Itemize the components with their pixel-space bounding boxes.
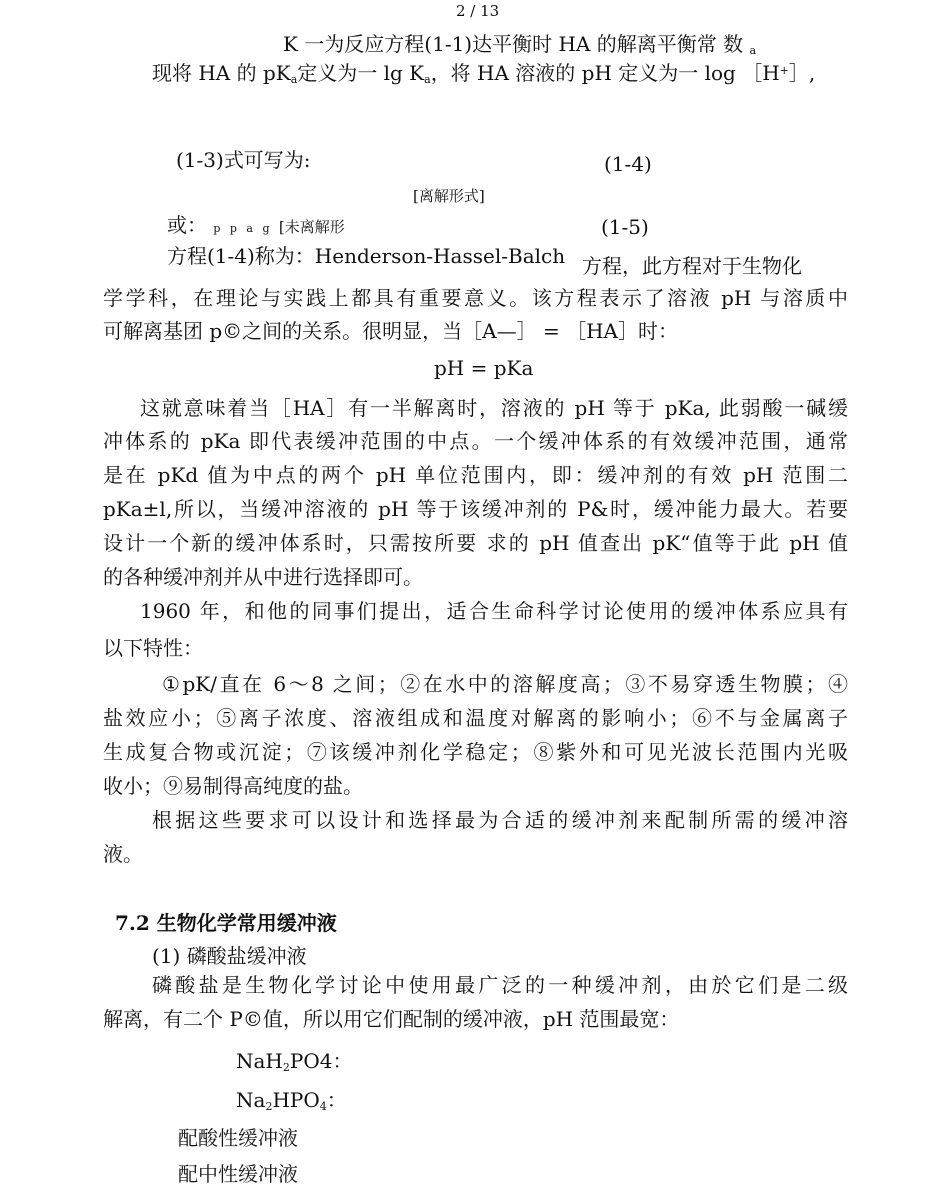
text-line: (1-3)式可写为: — [176, 148, 311, 172]
equation: pH = pKa — [434, 356, 534, 380]
paragraph-line: 冲体系的 pKa 即代表缓冲范围的中点。一个缓冲体系的有效缓冲范围，通常 — [103, 429, 848, 453]
paragraph-line: 磷酸盐是生物化学讨论中使用最广泛的一种缓冲剂，由於它们是二级 — [152, 973, 848, 997]
paragraph-line: 设计一个新的缓冲体系时，只需按所要 求的 pH 值查出 pK“值等于此 pH 值 — [103, 531, 848, 555]
list-item: 配中性缓冲液 — [178, 1162, 298, 1186]
paragraph-line: 1960 年，和他的同事们提出，适合生命科学讨论使用的缓冲体系应具有 — [140, 599, 848, 623]
paragraph-line: 盐效应小；⑤离子浓度、溶液组成和温度对解离的影响小；⑥不与金属离子 — [103, 706, 848, 730]
equation-number: (1-4) — [604, 152, 652, 176]
paragraph-line: 的各种缓冲剂并从中进行选择即可。 — [103, 565, 423, 589]
formula-line: $Na_2HPO_4$： — [236, 1088, 347, 1113]
paragraph-line: 以下特性： — [103, 636, 203, 660]
paragraph-line: 生成复合物或沉淀；⑦该缓冲剂化学稳定；⑧紫外和可见光波长范围内光吸 — [103, 740, 848, 764]
text-line: 或： p p a g [未离解形 — [167, 213, 345, 237]
paragraph-line: 根据这些要求可以设计和选择最为合适的缓冲剂来配制所需的缓冲溶 — [152, 808, 848, 832]
text-line: 方程(1-4)称为：Henderson-Hassel-Balch — [167, 244, 566, 268]
text-line: [离解形式] — [413, 187, 485, 205]
paragraph-line: 可解离基团 p©之间的关系。很明显，当［A—］ = ［HA］时： — [103, 319, 678, 343]
paragraph-line: 这就意味着当［HA］有一半解离时，溶液的 pH 等于 pKa, 此弱酸一碱缓 — [140, 396, 848, 420]
paragraph-line: ①pK/直在 6〜8 之间；②在水中的溶解度高；③不易穿透生物膜；④ — [162, 672, 848, 696]
text-line: 现将 HA 的 $pK_a$定义为一 $\lg K_a$，将 HA 溶液的 pH 定义为一 log ［H+］, — [152, 61, 816, 86]
paragraph-line: 是在 pKd 值为中点的两个 pH 单位范围内，即：缓冲剂的有效 pH 范围二 — [103, 463, 848, 487]
list-item: 配酸性缓冲液 — [178, 1126, 298, 1150]
text-line: 方程，此方程对于生物化 — [582, 254, 802, 278]
page-indicator: 2 / 13 — [456, 2, 500, 20]
paragraph-line: 解离，有二个 P©值，所以用它们配制的缓冲液，pH 范围最宽： — [103, 1007, 680, 1031]
formula-line: NaH$_2$PO4： — [236, 1049, 353, 1074]
paragraph-line: 学学科，在理论与实践上都具有重要意义。该方程表示了溶液 pH 与溶质中 — [103, 286, 848, 310]
section-heading: 7.2 生物化学常用缓冲液 — [115, 911, 337, 935]
subsection-heading: (1) 磷酸盐缓冲液 — [152, 944, 307, 968]
text-line: K 一为反应方程(1-1)达平衡时 HA 的解离平衡常 数 $_a$ — [283, 32, 756, 57]
paragraph-line: 液。 — [103, 842, 143, 866]
equation-number: (1-5) — [601, 215, 649, 239]
paragraph-line: pKa±l,所以，当缓冲溶液的 pH 等于该缓冲剂的 P&时，缓冲能力最大。若要 — [103, 497, 848, 521]
paragraph-line: 收小；⑨易制得高纯度的盐。 — [103, 774, 363, 798]
